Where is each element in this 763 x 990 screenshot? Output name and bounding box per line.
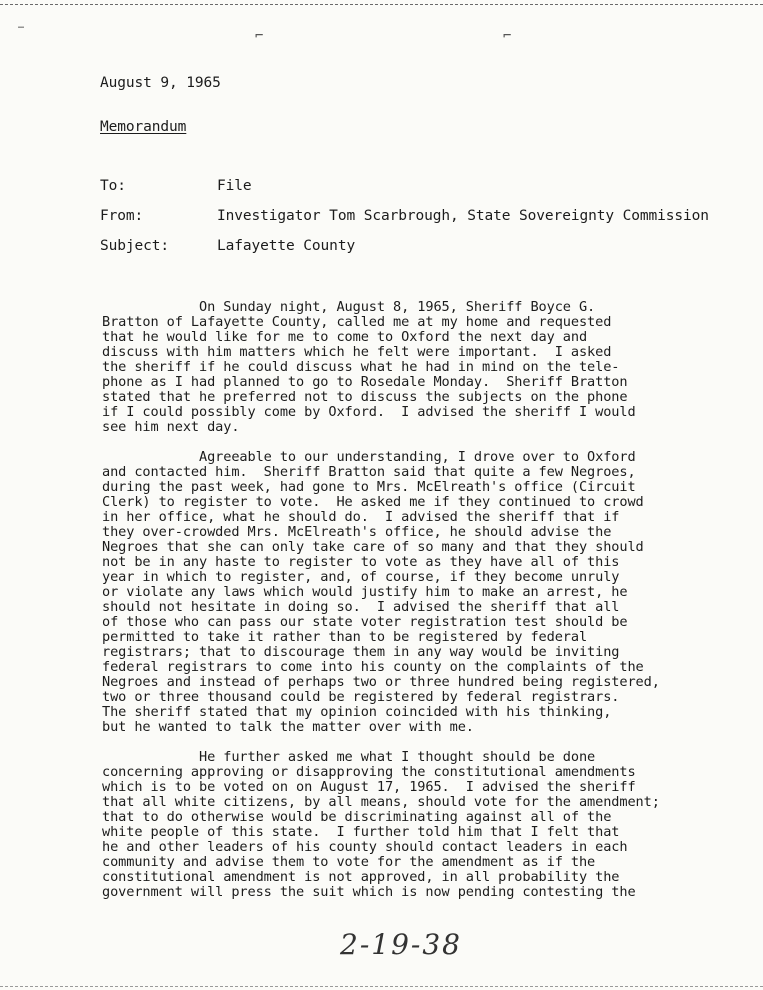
p2-line: year in which to register, and, of course, if they become unruly — [102, 569, 620, 585]
p2-line: two or three thousand could be registered by federal registrars. — [102, 689, 620, 705]
p2-line: and contacted him. Sheriff Bratton said that quite a few Negroes, — [102, 464, 636, 480]
p1-line: stated that he preferred not to discuss the subjects on the phone — [102, 389, 628, 405]
p1-line: discuss with him matters which he felt were important. I asked — [102, 344, 612, 360]
p3-line: that all white citizens, by all means, should vote for the amendment; — [102, 794, 660, 810]
p3-line: government will press the suit which is now pending contesting the — [102, 884, 636, 900]
subject-value: Lafayette County — [217, 238, 356, 254]
subject-label: Subject: — [100, 238, 170, 254]
p2-line: permitted to take it rather than to be registered by federal — [102, 629, 588, 645]
p2-line: registrars; that to discourage them in any way would be inviting — [102, 644, 620, 660]
p3-line: white people of this state. I further told him that I felt that — [102, 824, 620, 840]
p1-line: see him next day. — [102, 419, 240, 435]
p1-line: On Sunday night, August 8, 1965, Sheriff Boyce G. — [102, 299, 596, 315]
p2-line: not be in any haste to register to vote as they have all of this — [102, 554, 620, 570]
p2-line: Clerk) to register to vote. He asked me if they continued to crowd — [102, 494, 644, 510]
corner-mark: ⌐ — [255, 28, 264, 44]
p3-line: community and advise them to vote for the amendment as if the — [102, 854, 596, 870]
p2-line: Agreeable to our understanding, I drove over to Oxford — [102, 449, 636, 465]
p3-line: He further asked me what I thought should be done — [102, 749, 596, 765]
corner-mark: ⌐ — [503, 28, 512, 44]
p2-line: The sheriff stated that my opinion coincided with his thinking, — [102, 704, 612, 720]
p3-line: concerning approving or disapproving the constitutional amendments — [102, 764, 636, 780]
p1-line: that he would like for me to come to Oxford the next day and — [102, 329, 588, 345]
bottom-page-edge — [0, 986, 763, 987]
p2-line: during the past week, had gone to Mrs. McElreath's office (Circuit — [102, 479, 636, 495]
p2-line: they over-crowded Mrs. McElreath's office, he should advise the — [102, 524, 612, 540]
p1-line: the sheriff if he could discuss what he had in mind on the tele- — [102, 359, 620, 375]
p2-line: but he wanted to talk the matter over with me. — [102, 719, 474, 735]
memo-date: August 9, 1965 — [100, 75, 221, 91]
to-label: To: — [100, 178, 126, 194]
p2-line: of those who can pass our state voter registration test should be — [102, 614, 628, 630]
from-value: Investigator Tom Scarbrough, State Sovereignty Commission — [217, 208, 709, 224]
p1-line: Bratton of Lafayette County, called me at my home and requested — [102, 314, 612, 330]
p2-line: Negroes that she can only take care of so many and that they should — [102, 539, 644, 555]
p3-line: he and other leaders of his county should contact leaders in each — [102, 839, 628, 855]
p1-line: if I could possibly come by Oxford. I advised the sheriff I would — [102, 404, 636, 420]
handwritten-file-number: 2-19-38 — [340, 928, 462, 961]
p1-line: phone as I had planned to go to Rosedale Monday. Sheriff Bratton — [102, 374, 628, 390]
corner-mark: … — [18, 20, 25, 31]
p2-line: in her office, what he should do. I advised the sheriff that if — [102, 509, 620, 525]
to-value: File — [217, 178, 252, 194]
p2-line: federal registrars to come into his county on the complaints of the — [102, 659, 644, 675]
p3-line: that to do otherwise would be discriminating against all of the — [102, 809, 612, 825]
p2-line: Negroes and instead of perhaps two or three hundred being registered, — [102, 674, 660, 690]
p2-line: or violate any laws which would justify him to make an arrest, he — [102, 584, 628, 600]
p3-line: which is to be voted on on August 17, 1965. I advised the sheriff — [102, 779, 636, 795]
from-label: From: — [100, 208, 144, 224]
p2-line: should not hesitate in doing so. I advised the sheriff that all — [102, 599, 620, 615]
p3-line: constitutional amendment is not approved, in all probability the — [102, 869, 620, 885]
memo-type: Memorandum — [100, 119, 187, 135]
